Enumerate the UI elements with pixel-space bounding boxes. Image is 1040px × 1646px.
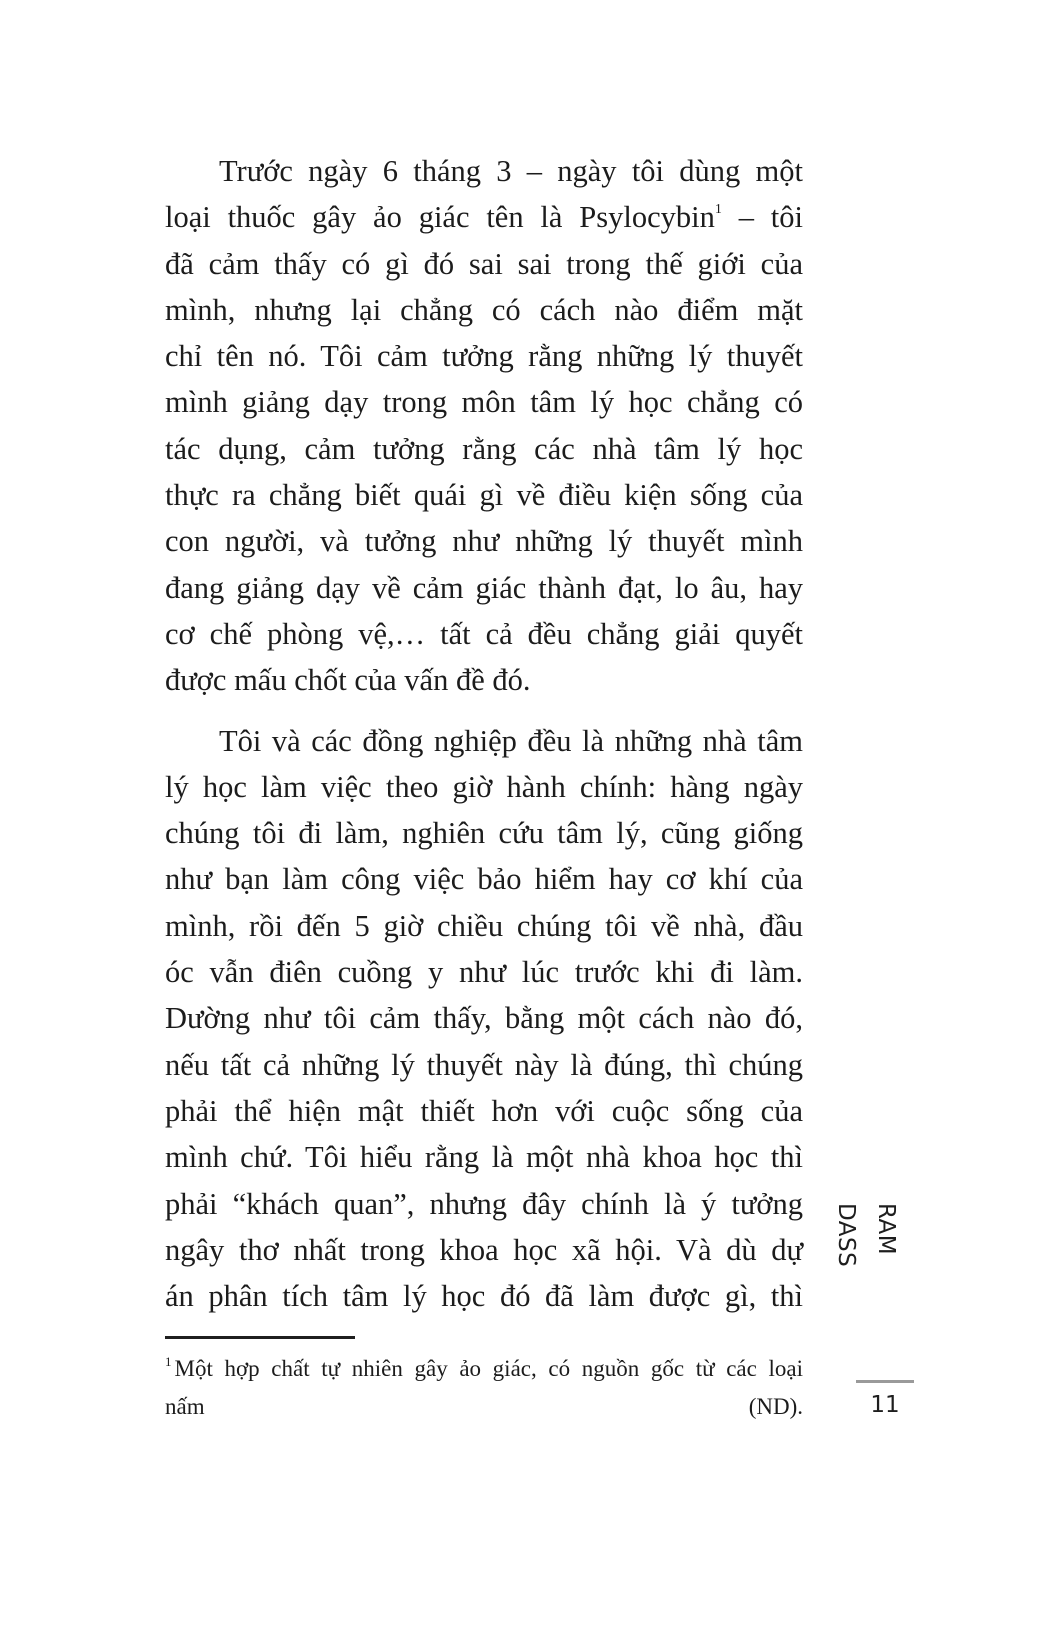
text-line: ngây thơ nhất trong khoa học xã hội. Và dù dự bbox=[165, 1232, 803, 1267]
text-line: Trước ngày 6 tháng 3 – ngày tôi dùng một bbox=[219, 154, 803, 188]
text-line: mình giảng dạy trong môn tâm lý học chẳng có bbox=[165, 385, 803, 420]
footnote-divider bbox=[165, 1336, 355, 1339]
footnote-line: $^1$ Một hợp chất tự nhiên gây ảo giác, có nguồn gốc từ các loại bbox=[165, 1354, 803, 1381]
text-line: phải “khách quan”, nhưng đây chính là ý tưởng bbox=[165, 1186, 803, 1221]
text-line: như bạn làm công việc bảo hiểm hay cơ khí của bbox=[165, 862, 803, 897]
text-line: chúng tôi đi làm, nghiên cứu tâm lý, cũng giống bbox=[165, 816, 803, 851]
text-line: đang giảng dạy về cảm giác thành đạt, lo âu, hay bbox=[165, 570, 803, 605]
footnote-reference[interactable]: 1 bbox=[714, 202, 722, 218]
footnote bbox=[165, 1350, 803, 1426]
text-line: nếu tất cả những lý thuyết này là đúng, thì chúng bbox=[165, 1047, 803, 1082]
text-line: lý học làm việc theo giờ hành chính: hàng ngày bbox=[165, 769, 803, 804]
page-number: 11 bbox=[870, 1392, 900, 1418]
paragraph-2 bbox=[165, 718, 803, 1320]
running-head-author: RAM DASS bbox=[833, 1203, 899, 1268]
text-line: thực ra chẳng biết quái gì về điều kiện sống của bbox=[165, 478, 803, 513]
text-line: đã cảm thấy có gì đó sai sai trong thế giới của bbox=[165, 246, 803, 281]
text-line: phải thể hiện mật thiết hơn với cuộc sống của bbox=[165, 1093, 803, 1128]
text-line: án phân tích tâm lý học đó đã làm được gì, thì bbox=[165, 1279, 803, 1314]
text-line: Tôi và các đồng nghiệp đều là những nhà tâm bbox=[219, 723, 803, 758]
text-line: được mấu chốt của vấn đề đó. bbox=[165, 663, 531, 698]
text-line: mình, nhưng lại chẳng có cách nào điểm mặt bbox=[165, 292, 803, 327]
text-line: con người, và tưởng như những lý thuyết mình bbox=[165, 524, 803, 559]
page-number-divider bbox=[856, 1380, 914, 1383]
body-text bbox=[165, 148, 803, 1319]
text-line: loại thuốc gây ảo giác tên là Psylocybin$^1$ – tôi bbox=[165, 200, 803, 235]
text-line: Dường như tôi cảm thấy, bằng một cách nào đó, bbox=[165, 1001, 803, 1036]
text-line: tác dụng, cảm tưởng rằng các nhà tâm lý học bbox=[165, 431, 803, 466]
footnote-number: 1 bbox=[165, 1354, 172, 1369]
text-line: cơ chế phòng vệ,… tất cả đều chẳng giải quyết bbox=[165, 616, 803, 651]
paragraph-1 bbox=[165, 148, 803, 704]
text-line: mình, rồi đến 5 giờ chiều chúng tôi về nhà, đầu bbox=[165, 908, 803, 943]
text-line: óc vẫn điên cuồng y như lúc trước khi đi làm. bbox=[165, 955, 803, 990]
footnote-line: nấm (ND). bbox=[165, 1394, 803, 1419]
text-line: chỉ tên nó. Tôi cảm tưởng rằng những lý thuyết bbox=[165, 339, 803, 374]
text-line: mình chứ. Tôi hiểu rằng là một nhà khoa học thì bbox=[165, 1140, 803, 1175]
